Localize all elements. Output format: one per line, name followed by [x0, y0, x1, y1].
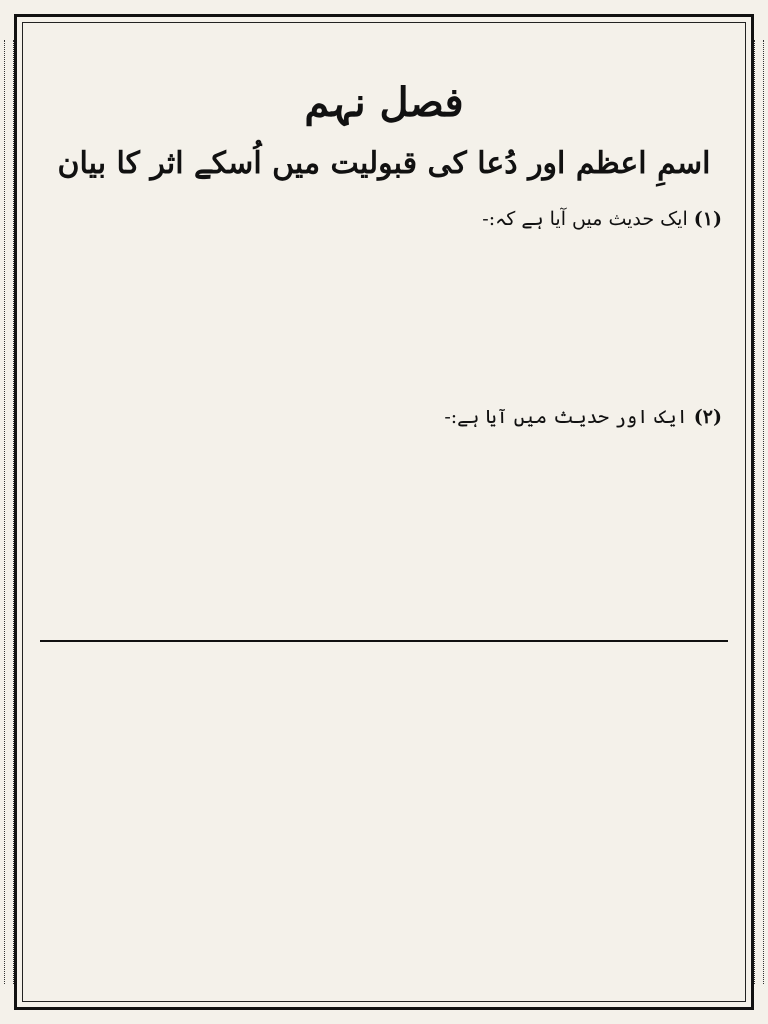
footnote-line-6 [40, 802, 728, 832]
footnote-line-1 [40, 652, 728, 682]
section-2-intro: ایک اور حدیث میں آیا ہے:- [444, 406, 688, 428]
left-margin-decoration [4, 40, 14, 984]
section-1-translation [40, 352, 728, 386]
section-2-heading [40, 400, 728, 434]
footnote-line-7 [40, 832, 728, 862]
section-2-marker: (۲) [693, 406, 722, 428]
section-1-intro: ایک حدیث میں آیا ہے کہ:- [482, 208, 688, 230]
right-margin-decoration [754, 40, 764, 984]
section-2-arabic-line-2 [40, 542, 728, 582]
section-1-line-2 [40, 270, 728, 304]
section-1-heading [40, 202, 728, 236]
section-2-arabic-line-1 [40, 502, 728, 542]
footnote-line-4 [40, 742, 728, 772]
page-content [40, 40, 728, 984]
footnote-separator [40, 640, 728, 642]
footnote-line-2 [40, 682, 728, 712]
section-1-marker: (۱) [693, 208, 722, 230]
section-1-line-1 [40, 236, 728, 270]
section-2-line-2 [40, 468, 728, 502]
chapter-title: فصل نہم [304, 79, 464, 126]
section-2-translation [40, 590, 728, 624]
section-2-line-1 [40, 434, 728, 468]
section-1-line-3 [40, 304, 728, 344]
chapter-subtitle: اسمِ اعظم اور دُعا کی قبولیت میں اُسکے اثر کا بیان [57, 146, 711, 181]
footnote-line-5 [40, 772, 728, 802]
footnote-line-3 [40, 712, 728, 742]
